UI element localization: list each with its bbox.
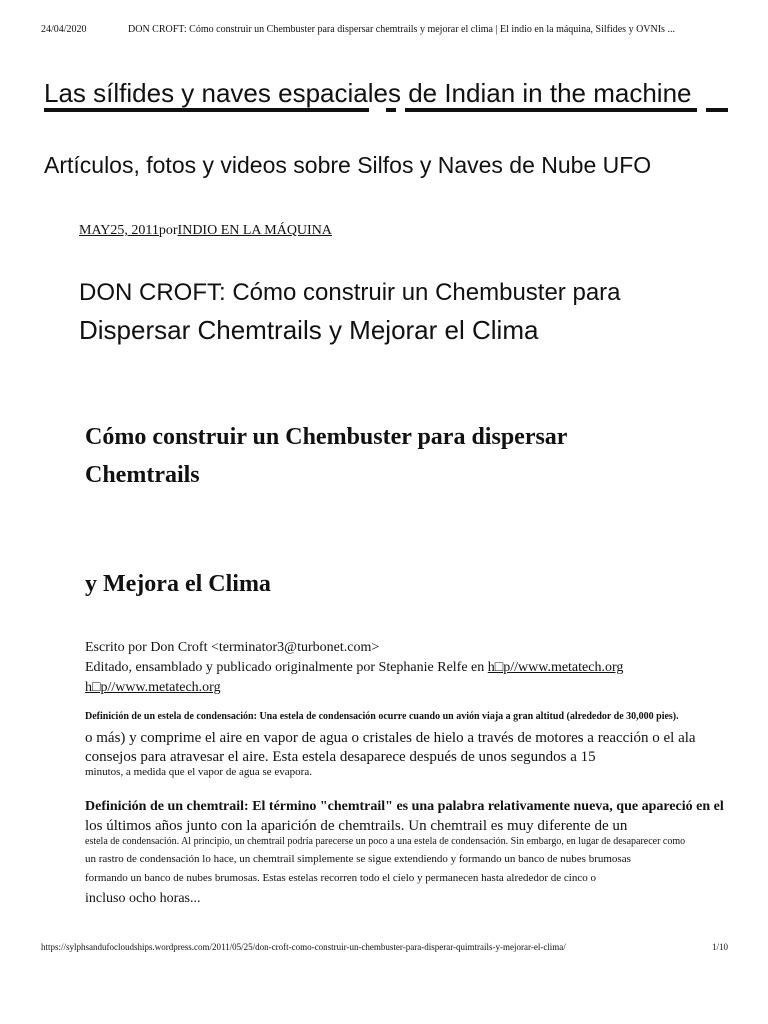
- post-date-link[interactable]: MAY25, 2011: [79, 223, 159, 238]
- contrail-definition-line: minutos, a medida que el vapor de agua se evapora.: [85, 766, 312, 778]
- print-date: 24/04/2020: [41, 24, 87, 35]
- article-link-line: [85, 680, 233, 696]
- chemtrail-definition-line: incluso ocho horas...: [85, 891, 201, 906]
- site-title-underline: [706, 108, 728, 112]
- chemtrail-definition-line: formando un banco de nubes brumosas. Estas estelas recorren todo el cielo y permanecen hasta alrededor de cinco o: [85, 872, 597, 884]
- edited-prefix: Editado, ensamblado y publicado originalmente por Stephanie Relfe en: [85, 660, 488, 675]
- site-title-link[interactable]: Las sílfides y naves espaciales de Indian in the machine: [44, 78, 692, 108]
- site-title-underline: [386, 108, 396, 112]
- post-title-line2: Dispersar Chemtrails y Mejorar el Clima: [79, 315, 539, 345]
- contrail-definition-line: o más) y comprime el aire en vapor de agua o cristales de hielo a través de motores a reacción o el ala: [85, 730, 696, 746]
- print-url: https://sylphsandufocloudships.wordpress.com/2011/05/25/don-croft-como-construir-un-chembuster-para-disperar-quimtrails-y-mejorar-el-clima/: [41, 942, 566, 952]
- link-trail: [623, 663, 641, 671]
- print-page-title: DON CROFT: Cómo construir un Chembuster para dispersar chemtrails y mejorar el clima | El indio en la máquina, Silfides y OVNIs ...: [128, 24, 675, 35]
- post-author-link[interactable]: INDIO EN LA MÁQUINA: [177, 223, 332, 238]
- chemtrail-definition: Definición de un chemtrail: El término "chemtrail" es una palabra relativamente nueva, que apareció en el: [85, 799, 724, 814]
- site-title-underline: [44, 108, 369, 112]
- post-meta: [79, 223, 368, 239]
- chemtrail-definition-line: estela de condensación. Al principio, un chemtrail podría parecerse un poco a una estela de condensación. Sin embargo, en lugar de desaparecer como: [85, 836, 686, 847]
- site-title-underline: [405, 108, 697, 112]
- article-heading-line3: y Mejora el Clima: [85, 571, 271, 597]
- article-heading-line2: Chemtrails: [85, 462, 200, 488]
- site-subtitle: Artículos, fotos y videos sobre Silfos y Naves de Nube UFO: [44, 152, 652, 178]
- metatech-link-2[interactable]: h□p//www.metatech.org: [85, 680, 221, 695]
- article-heading-line1: Cómo construir un Chembuster para dispersar: [85, 424, 568, 450]
- link-trail: [221, 683, 233, 691]
- post-title-line1: DON CROFT: Cómo construir un Chembuster para: [79, 279, 621, 306]
- chemtrail-definition-line: un rastro de condensación lo hace, un chemtrail simplemente se sigue extendiendo y formando un banco de nubes brumosas: [85, 853, 631, 865]
- metatech-link[interactable]: h□p//www.metatech.org: [487, 660, 624, 675]
- contrail-definition: Definición de un estela de condensación: Una estela de condensación ocurre cuando un avión viaja a gran altitud (alrededor de 30,000 pies).: [85, 711, 679, 722]
- article-byline: Escrito por Don Croft <terminator3@turbonet.com>: [85, 640, 380, 655]
- contrail-definition-line: consejos para atravesar el aire. Esta estela desaparece después de unos segundos a 15: [85, 749, 596, 765]
- author-link-trail: [332, 226, 368, 234]
- print-page-number: 1/10: [712, 942, 729, 952]
- post-by-label: por: [158, 223, 178, 238]
- chemtrail-definition-line: los últimos años junto con la aparición de chemtrails. Un chemtrail es muy diferente de un: [85, 818, 628, 834]
- article-edited-line: [85, 660, 641, 676]
